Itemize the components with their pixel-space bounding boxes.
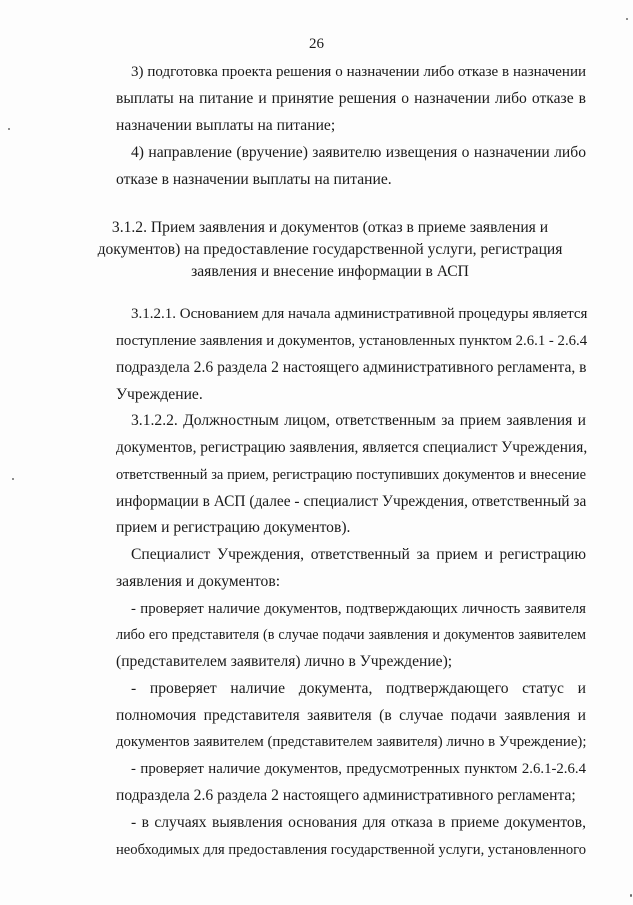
text-line: прием и регистрацию документов).: [116, 519, 351, 536]
text-line: отказе в назначении выплаты на питание.: [116, 171, 392, 188]
text-line: - проверяет наличие документа, подтверждающего статус и: [131, 680, 586, 697]
text-line: выплаты на питание и принятие решения о назначении либо отказе в: [116, 90, 586, 107]
text-line: информации в АСП (далее - специалист Учреждения, ответственный за: [116, 493, 587, 510]
section-heading: документов) на предоставление государственной услуги, регистрация: [97, 241, 563, 258]
text-line: назначении выплаты на питание;: [116, 117, 336, 134]
text-line: 3.1.2.2. Должностным лицом, ответственным за прием заявления и: [131, 412, 586, 429]
scan-speck: [626, 18, 628, 20]
section-heading: заявления и внесение информации в АСП: [191, 263, 469, 280]
text-line: подраздела 2.6 раздела 2 настоящего административного регламента, в: [116, 359, 587, 376]
text-line: документов, регистрацию заявления, является специалист Учреждения,: [116, 439, 588, 456]
section-heading: 3.1.2. Прием заявления и документов (отказ в приеме заявления и: [111, 219, 549, 236]
text-line: ответственный за прием, регистрацию поступивших документов и внесение: [116, 467, 586, 483]
text-line: Учреждение.: [116, 386, 203, 403]
text-line: необходимых для предоставления государственной услуги, установленного: [116, 842, 587, 858]
text-line: - проверяет наличие документов, подтверждающих личность заявителя: [131, 601, 586, 617]
text-line: документов заявителем (представителем заявителя) лично в Учреждение);: [116, 734, 587, 750]
page-number: 26: [309, 36, 324, 52]
text-line: 3) подготовка проекта решения о назначении либо отказе в назначении: [131, 64, 586, 80]
text-line: поступление заявления и документов, установленных пунктом 2.6.1 - 2.6.4: [116, 333, 588, 349]
text-line: Специалист Учреждения, ответственный за прием и регистрацию: [131, 546, 586, 563]
text-line: - проверяет наличие документов, предусмотренных пунктом 2.6.1-2.6.4: [131, 761, 586, 777]
scan-speck: [630, 894, 632, 897]
text-line: - в случаях выявления основания для отказа в приеме документов,: [131, 814, 586, 831]
scan-speck: [12, 478, 14, 480]
text-line: 4) направление (вручение) заявителю извещения о назначении либо: [131, 144, 586, 161]
text-line: полномочия представителя заявителя (в случае подачи заявления и: [116, 707, 586, 724]
text-line: 3.1.2.1. Основанием для начала административной процедуры является: [131, 306, 588, 322]
text-line: (представителем заявителя) лично в Учреждение);: [116, 653, 453, 670]
scan-speck: [8, 128, 10, 130]
text-line: либо его представителя (в случае подачи заявления и документов заявителем: [116, 627, 586, 643]
text-line: подраздела 2.6 раздела 2 настоящего административного регламента;: [116, 787, 576, 804]
text-line: заявления и документов:: [116, 573, 281, 590]
